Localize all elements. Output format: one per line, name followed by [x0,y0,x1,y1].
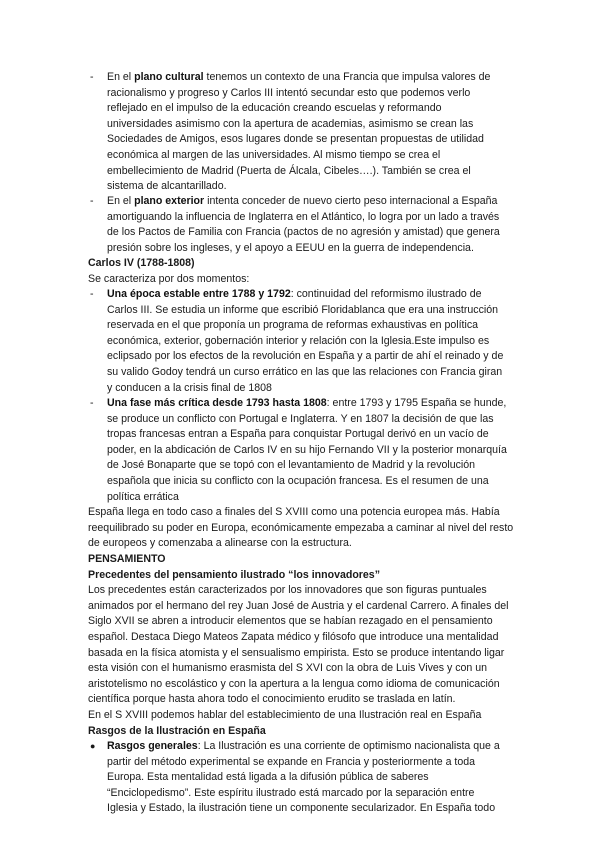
section-subheading: Precedentes del pensamiento ilustrado “los innovadores” [88,568,380,581]
bold-term: Una fase más crítica desde 1793 hasta 1808 [107,397,327,409]
section-heading: Rasgos de la Ilustración en España [88,724,266,737]
bold-term: plano exterior [134,195,205,207]
dash-bullet: - [90,288,94,300]
dash-bullet: - [90,397,94,409]
bold-term: Rasgos generales [107,740,198,752]
section-heading: Carlos IV (1788-1808) [88,257,195,269]
section-carlos-iv [88,256,528,287]
dash-bullet: - [90,195,94,207]
bold-term: plano cultural [134,71,204,83]
list-item-rasgos-generales: ● Rasgos generales: La Ilustración es una corriente de optimismo nacionalista que a partir del método experimental se expande en Francia y posteriormente a toda Europa. Esta mentalidad está ligada a la difusión pública de saberes “Enciclopedismo”. Este espíritu ilustrado está marcado por la separación entre Iglesia y Estado, la ilustración tiene un componente secularizador. En España todo [90,740,500,815]
paragraph-conclusion: España llega en todo caso a finales del S XVIII como una potencia europea más. Había reequilibrado su poder en Europa, económicamente empezaba a caminar al nivel del resto de europeos y comenzaba a alinearse con la estructura. [88,506,514,550]
list-item-plano-cultural: - En el plano cultural tenemos un contexto de una Francia que impulsa valores de racionalismo y progreso y Carlos III intentó secundar esto que podemos verlo reflejado en el impulso de la educación creando escuelas y reformando universidades asimismo con la apertura de academias, asimismo se crean las Sociedades de Amigos, esos lugares donde se presentan propuestas de utilidad económica al margen de las universidades. Al mismo tiempo se crea el embellecimiento de Madrid (Puerta de Álcala, Cibeles….). También se crea el sistema de alcantarillado. [90,71,491,193]
dash-bullet: - [90,71,94,83]
list-item-epoca-estable: - Una época estable entre 1788 y 1792: continuidad del reformismo ilustrado de Carlos III. Se estudia un informe que escribió Floridablanca que era una instrucción reservada en el que proponía un programa de reformas exhaustivas en política económica, exterior, gobernación interior y relación con la Iglesia.Este impulso es eclipsado por los efectos de la revolución en España y a partir de ahí el reinado y de su valido Godoy tendrá un curso errático en las que las relaciones con Francia giran y conducen a la crisis final de 1808 [90,288,504,394]
section-heading: PENSAMIENTO [88,553,166,565]
list-item-fase-critica: - Una fase más crítica desde 1793 hasta 1808: entre 1793 y 1795 España se hunde, se produce un conflicto con Portugal e Inglaterra. Y en 1807 la decisión de que las tropas francesas entran a España para conquistar Portugal derivó en un vacío de poder, en la abdicación de Carlos IV en su hijo Fernando VII y la posterior monarquía de José Bonaparte que se topó con el levantamiento de Madrid y la revolución española que inicia su conflicto con la ocupación francesa. Es el resumen de una política errática [90,397,507,503]
section-pensamiento: PENSAMIENTO Precedentes del pensamiento ilustrado “los innovadores” Los precedentes están caracterizados por los innovadores que son figuras puntuales animados por el hermano del rey Juan José de Austria y el cardenal Carrero. A finales del Siglo XVII se abren a introducir elementos que se habían rezagado en el pensamiento español. Destaca Diego Mateos Zapata médico y filósofo que introduce una mentalidad basada en la física atomista y el sensualismo empirista. Esto se produce intentando ligar esta visión con el humanismo erasmista del S XVI con la obra de Luis Vives y con un aristotelismo no escolástico y con la apertura a la lengua como idioma de comunicación científica porque hasta ahora todo el conocimiento erudito se traslada en latín. En el S XVIII podemos hablar del establecimiento de una Ilustración real en España Rasgos de la Ilustración en España [88,552,528,739]
list-item-plano-exterior: - En el plano exterior intenta conceder de nuevo cierto peso internacional a España amortiguando la influencia de Inglaterra en el Atlántico, lo logra por un lado a través de los Pactos de Familia con Francia (pactos de no agresión y amistad) que genera presión sobre los ingleses, y el apoyo a EEUU en la guerra de independencia. [90,195,500,254]
section-intro: Se caracteriza por dos momentos: [88,272,250,285]
bold-term: Una época estable entre 1788 y 1792 [107,288,291,300]
round-bullet-icon: ● [90,741,96,751]
